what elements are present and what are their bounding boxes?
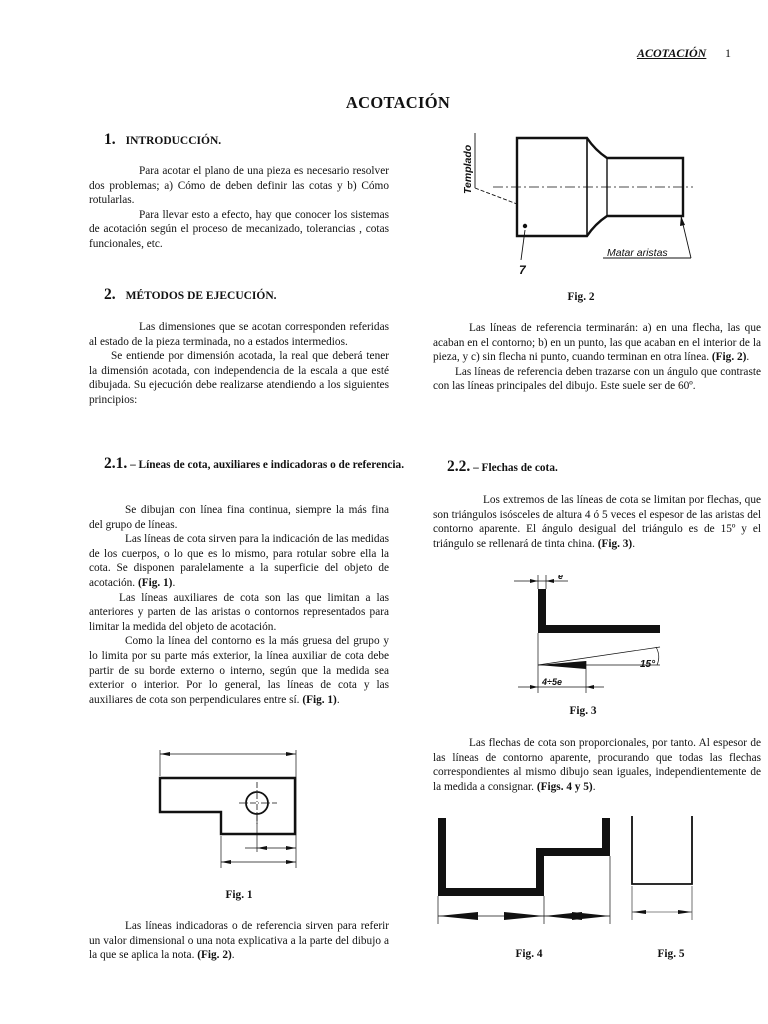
right-column-body: Las líneas de referencia terminarán: a) en una flecha, las que acaban en el contorno; b) en un punto, las que acaban en el interior de la pieza, y c) sin flecha ni punto, cuando terminan en otra línea. (Fig. 2). Las líneas de referencia deben trazarse con un ángulo que contraste con las líneas principales del dibujo. Este suele ser de 60º.	[433, 322, 761, 393]
figure-reference: (Figs. 4 y 5)	[536, 780, 593, 793]
section-title: MÉTODOS DE EJECUCIÓN	[125, 290, 274, 302]
figure-1-caption: Fig. 1	[225, 889, 253, 901]
page-number: 1	[725, 46, 731, 60]
length-label: 4÷5e	[542, 677, 562, 687]
figure-5-drawing	[624, 812, 700, 930]
paragraph: Las líneas auxiliares de cota son las que limitan a las anteriores y parten de las aristas o contornos representados para limitar la medida del objeto de acotación.	[89, 591, 389, 633]
paragraph: Se dibujan con línea fina continua, siempre la más fina del grupo de líneas.	[89, 504, 389, 531]
section-2-1-body: Se dibujan con línea fina continua, siempre la más fina del grupo de líneas. Las líneas de cota sirven para la indicación de las medidas de los cuerpos, o lo que es lo mismo, para rotular sobre ella la cota. Se disponen paralelamente a la superficie del objeto de acotación. (Fig. 1). Las líneas auxiliares de cota son las que limitan a las anteriores y parten de las aristas o contornos representados para limitar la medida del objeto de acotación. Como la línea del contorno es la más gruesa del grupo y lo limita por su parte más exterior, la línea auxiliar de cota debe partir de su borde externo o interno, según que la medida sea exterior o interior. Por lo general, las líneas de cota y las auxiliares de cota son perpendiculares entre sí. (Fig. 1).	[89, 504, 389, 706]
figure-2-drawing	[455, 128, 705, 280]
section-1-body	[89, 164, 389, 252]
figure-3-drawing	[508, 575, 668, 695]
figure-reference: (Fig. 1)	[137, 576, 173, 589]
section-number: 1.	[104, 131, 116, 148]
section-2-body	[89, 320, 389, 408]
paragraph: Las líneas de referencia terminarán: a) en una flecha, las que acaban en el contorno; b) en un punto, las que acaban en el interior de la pieza, y c) sin flecha ni punto, cuando terminan en otra línea.	[433, 322, 761, 364]
figure-1-drawing	[155, 740, 310, 875]
paragraph: Se entiende por dimensión acotada, la real que deberá tener la dimensión acotada, con independencia de la escala a que esté dibujada. Su ejecución debe realizarse atendiendo a los siguientes principios:	[89, 350, 389, 406]
figure-4-drawing	[432, 812, 622, 930]
section-number: 2.1.	[104, 455, 128, 472]
paragraph: Las dimensiones que se acotan corresponden referidas al estado de la pieza terminada, no a estados intermedios.	[89, 321, 389, 348]
figure-reference: (Fig. 3)	[597, 537, 633, 550]
section-2-1-heading: 2.1. – Líneas de cota, auxiliares e indicadoras o de referencia.	[104, 455, 405, 472]
document-title: ACOTACIÓN	[345, 93, 451, 112]
matar-aristas-label: Matar aristas	[607, 247, 668, 259]
thickness-label: e	[558, 575, 564, 581]
section-number: 2.2.	[447, 458, 471, 475]
section-title: – Líneas de cota, auxiliares e indicadoras o de referencia	[130, 459, 402, 471]
paragraph: Las líneas indicadoras o de referencia sirven para referir un valor dimensional o una nota explicativa a la parte del dibujo a la que se aplica la nota.	[89, 920, 389, 962]
section-number: 2.	[104, 286, 116, 303]
section-1-heading: 1. INTRODUCCIÓN.	[104, 131, 222, 148]
paragraph: Los extremos de las líneas de cota se limitan por flechas, que son triángulos isósceles de altura 4 ó 5 veces el espesor de las aristas del contorno aparente. El ángulo desigual del triángulo es de 15º y el triángulo se rellenará de tinta china.	[433, 494, 761, 550]
paragraph: Las líneas de referencia deben trazarse con un ángulo que contraste con las líneas principales del dibujo. Este suele ser de 60º.	[433, 365, 761, 393]
paragraph: Las líneas de cota sirven para la indicación de las medidas de los cuerpos, o lo que es lo mismo, para rotular sobre ella la cota. Se disponen paralelamente a la superficie del objeto de acotación.	[89, 533, 389, 589]
paragraph: Para llevar esto a efecto, hay que conocer los sistemas de acotación según el proceso de mecanizado, tolerancias , cotas funcionales, etc.	[89, 208, 389, 250]
figure-reference: (Fig. 1)	[302, 693, 337, 706]
section-title: – Flechas de cota	[473, 462, 555, 474]
figure-5-caption: Fig. 5	[657, 948, 685, 960]
figure-3-caption: Fig. 3	[569, 705, 597, 717]
angle-label: 15°	[640, 659, 656, 670]
section-2-2-body: Los extremos de las líneas de cota se limitan por flechas, que son triángulos isósceles de altura 4 ó 5 veces el espesor de las aristas del contorno aparente. El ángulo desigual del triángulo es de 15º y el triángulo se rellenará de tinta china. (Fig. 3).	[433, 494, 761, 550]
templado-label: Templado	[462, 144, 474, 194]
figure-reference: (Fig. 2)	[711, 351, 747, 364]
paragraph: Las flechas de cota son proporcionales, por tanto. Al espesor de las líneas de contorno aparente, procurando que todas las flechas correspondientes al mismo dibujo sean iguales, independientemente de la medida a consignar.	[433, 737, 761, 793]
header-title: ACOTACIÓN	[637, 46, 707, 60]
section-2-2-body-continued: Las flechas de cota son proporcionales, por tanto. Al espesor de las líneas de contorno aparente, procurando que todas las flechas correspondientes al mismo dibujo sean iguales, independientemente de la medida a consignar. (Figs. 4 y 5).	[433, 737, 761, 793]
note-number-label: 7	[519, 263, 526, 277]
figure-2-caption: Fig. 2	[567, 291, 595, 303]
paragraph: Para acotar el plano de una pieza es necesario resolver dos problemas; a) Cómo de deben definir las cotas y b) Cómo rotularlas.	[89, 165, 389, 207]
section-2-heading: 2. MÉTODOS DE EJECUCIÓN.	[104, 286, 277, 303]
section-2-1-body-continued: Las líneas indicadoras o de referencia sirven para referir un valor dimensional o una nota explicativa a la parte del dibujo a la que se aplica la nota. (Fig. 2).	[89, 920, 389, 962]
paragraph: Como la línea del contorno es la más gruesa del grupo y lo limita por su parte más exterior, la línea auxiliar de cota debe partir de su borde externo o interno, según que la medida sea exterior o interior. Por lo general, las líneas de cota y las auxiliares de cota son perpendiculares entre sí.	[89, 635, 389, 706]
figure-reference: (Fig. 2)	[197, 949, 232, 962]
section-2-2-heading: 2.2. – Flechas de cota.	[447, 458, 558, 475]
figure-4-caption: Fig. 4	[515, 948, 543, 960]
section-title: INTRODUCCIÓN	[125, 135, 219, 147]
